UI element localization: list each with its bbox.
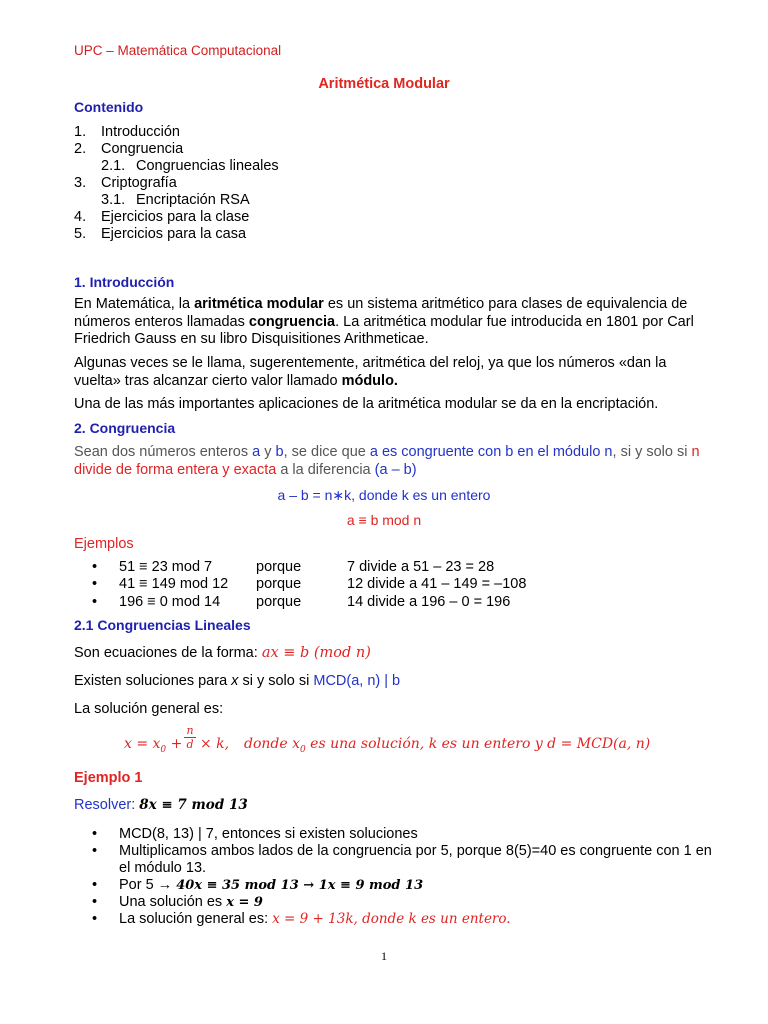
toc-item-1: 1. Introducción	[74, 124, 180, 140]
congruencia-formula-2: a ≡ b mod n	[346, 512, 422, 528]
intro-paragraph-3: Una de las más importantes aplicaciones de la aritmética modular se da en la encriptación.	[74, 396, 659, 412]
toc-item-3: 3. Criptografía	[74, 175, 177, 191]
ejemplo1-resolver: Resolver: 8x ≡ 7 mod 13	[74, 797, 248, 813]
congruencia-definition: Sean dos números enteros a y b, se dice que a es congruente con b en el módulo n, si y solo si n divide de forma entera y exacta a la diferencia (a – b)	[74, 444, 700, 478]
document-title: Aritmética Modular	[318, 76, 450, 92]
lineales-heading: 2.1 Congruencias Lineales	[74, 617, 251, 633]
congruencia-heading: 2. Congruencia	[74, 420, 176, 436]
toc-item-2-1: 2.1. Congruencias lineales	[101, 158, 279, 174]
toc-item-2: 2. Congruencia	[74, 141, 184, 157]
lineales-existence: Existen soluciones para x si y solo si MCD(a, n) | b	[74, 673, 401, 689]
document-header: UPC – Matemática Computacional	[74, 43, 282, 58]
toc-item-5: 5. Ejercicios para la casa	[74, 226, 247, 242]
page-number: 1	[381, 949, 387, 963]
example-row: • 196 ≡ 0 mod 14 porque 14 divide a 196 – 0 = 196	[92, 594, 511, 610]
ejemplos-label: Ejemplos	[74, 536, 134, 552]
intro-paragraph-2: Algunas veces se le llama, sugerentemente, aritmética del reloj, ya que los números «dan la vuelta» tras alcanzar cierto valor llamado módulo.	[74, 355, 667, 389]
intro-heading: 1. Introducción	[74, 274, 175, 290]
toc-item-3-1: 3.1. Encriptación RSA	[101, 192, 250, 208]
lineales-general-label: La solución general es:	[74, 701, 224, 717]
example-row: • 41 ≡ 149 mod 12 porque 12 divide a 41 – 149 = –108	[92, 576, 527, 592]
congruencia-formula-1: a – b = n∗k, donde k es un entero	[277, 487, 491, 503]
fraction-n-over-d: n d	[184, 724, 196, 751]
list-item: • Multiplicamos ambos lados de la congruencia por 5, porque 8(5)=40 es congruente con 1 en el módulo 13.	[92, 843, 712, 876]
lineales-form: Son ecuaciones de la forma: ax ≡ b (mod n)	[74, 645, 371, 661]
contenido-heading: Contenido	[74, 99, 144, 115]
intro-paragraph-1: En Matemática, la aritmética modular es un sistema aritmético para clases de equivalencia de números enteros llamadas congruencia. La aritmética modular fue introducida en 1801 por Carl Friedrich Gauss en su libro Disquisitiones Arithmeticae.	[74, 296, 694, 347]
toc-item-4: 4. Ejercicios para la clase	[74, 209, 250, 225]
example-row: • 51 ≡ 23 mod 7 porque 7 divide a 51 – 23 = 28	[92, 559, 495, 575]
ejemplo1-heading: Ejemplo 1	[74, 770, 143, 786]
